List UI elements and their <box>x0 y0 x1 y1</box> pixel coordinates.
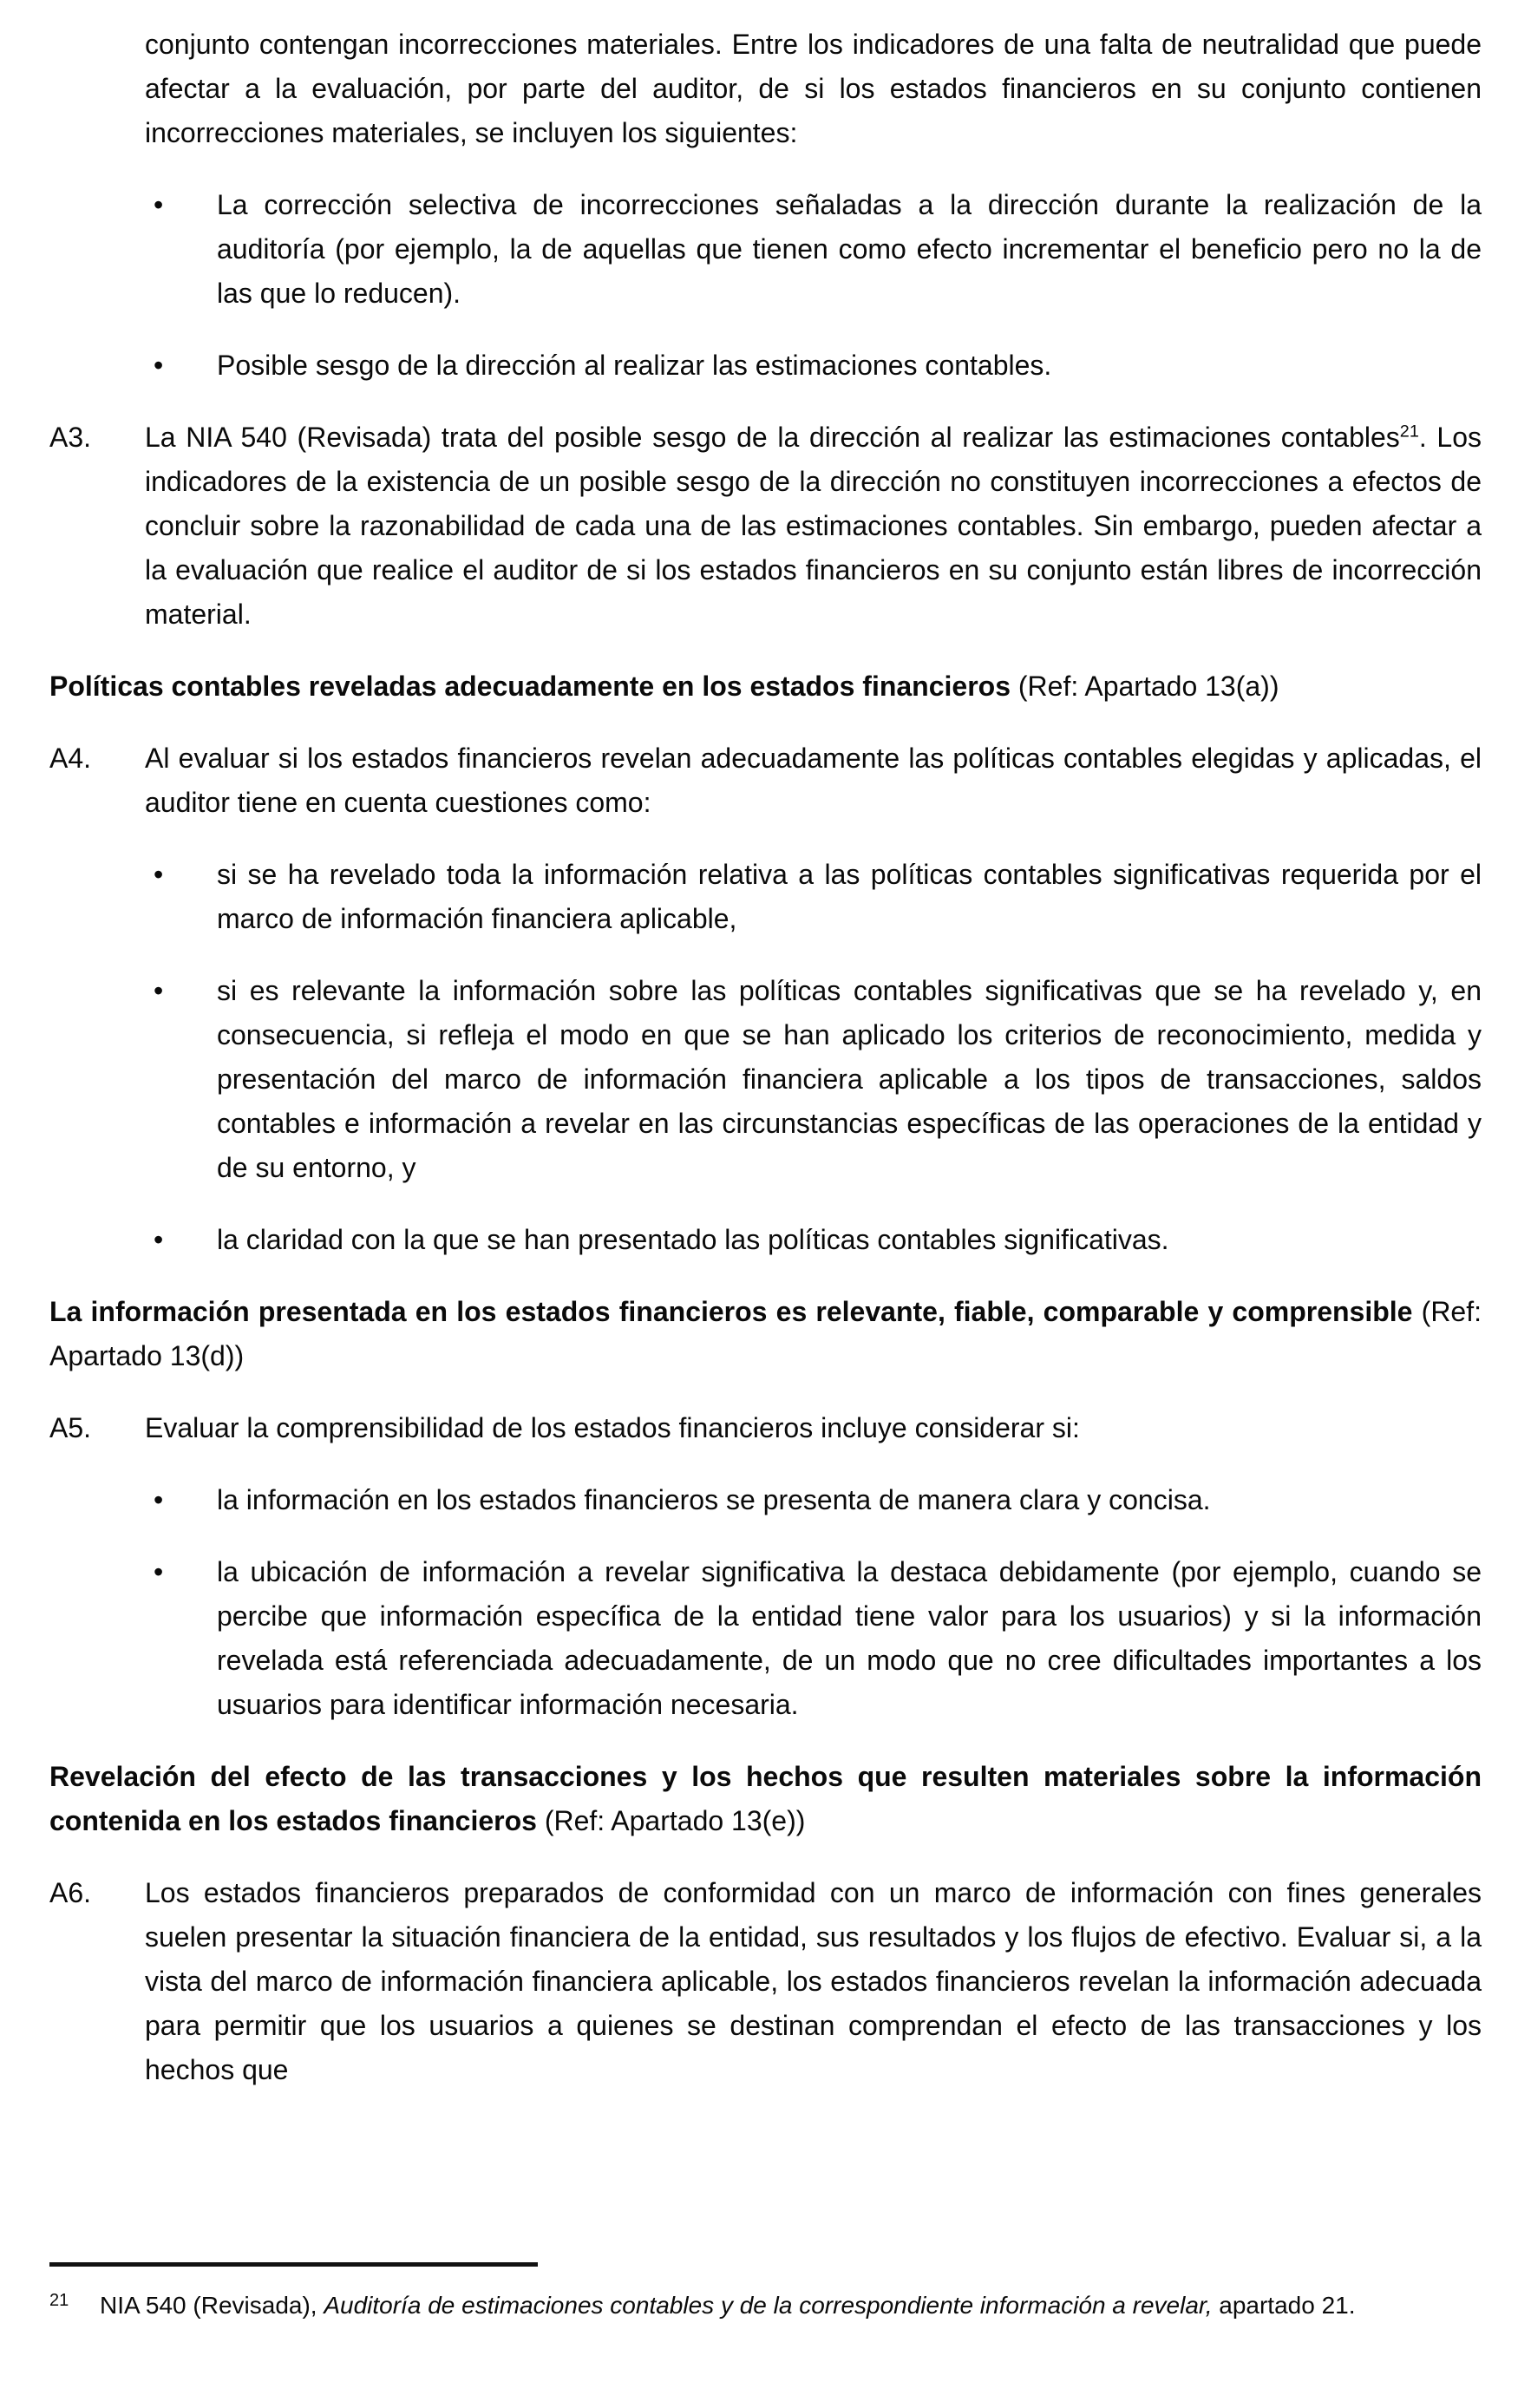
paragraph-text-segment: . Los indicadores de la existencia de un posible sesgo de la dirección no constituyen incorrecciones a efectos de concluir sobre la razonabilidad de cada una de las estimaciones contables. Sin embargo, pueden afectar a la evaluación que realice el auditor de si los estados financieros en su conjunto están libres de incorrección material. <box>145 422 1482 630</box>
bullet-item-info-location <box>154 1550 1482 1727</box>
bullet-item-all-info-disclosed <box>154 853 1482 941</box>
bullet-item-management-bias <box>154 344 1482 388</box>
bullet-icon: • <box>154 859 164 890</box>
bullet-text: la ubicación de información a revelar significativa la destaca debidamente (por ejemplo, cuando se percibe que información específica de la entidad tiene valor para los usuarios) y si la información revelada está referenciada adecuadamente, de un modo que no cree dificultades importantes a los usuarios para identificar información necesaria. <box>217 1556 1482 1720</box>
heading-bold-text: Revelación del efecto de las transacciones y los hechos que resulten materiales sobre la información contenida en los estados financieros <box>49 1761 1482 1836</box>
bullet-text: Posible sesgo de la dirección al realizar las estimaciones contables. <box>217 350 1052 381</box>
bullet-text: La corrección selectiva de incorrecciones señaladas a la dirección durante la realización de la auditoría (por ejemplo, la de aquellas que tienen como efecto incrementar el beneficio pero no la de las que lo reducen). <box>217 189 1482 309</box>
bullet-item-clarity <box>154 1218 1482 1262</box>
bullet-item-selective-correction <box>154 183 1482 316</box>
paragraph-text <box>145 416 1482 637</box>
paragraph-a6 <box>49 1871 1482 2092</box>
heading-disclosure-effect <box>49 1755 1482 1843</box>
heading-reference: (Ref: Apartado 13(d)) <box>49 1296 1482 1371</box>
bullet-icon: • <box>154 1484 164 1515</box>
paragraph-text: Evaluar la comprensibilidad de los estados financieros incluye considerar si: <box>145 1412 1080 1443</box>
heading-bold-text: Políticas contables reveladas adecuadamente en los estados financieros <box>49 671 1011 702</box>
bullet-icon: • <box>154 975 164 1006</box>
bullet-item-clear-concise <box>154 1478 1482 1522</box>
paragraph-text: Al evaluar si los estados financieros revelan adecuadamente las políticas contables elegidas y aplicadas, el auditor tiene en cuenta cuestiones como: <box>145 743 1482 818</box>
footnote-reference-21: 21 <box>1399 422 1419 442</box>
heading-reference: (Ref: Apartado 13(e)) <box>536 1805 806 1836</box>
document-content <box>49 23 1482 2120</box>
intro-paragraph-text: conjunto contengan incorrecciones materiales. Entre los indicadores de una falta de neutralidad que puede afectar a la evaluación, por parte del auditor, de si los estados financieros en su conjunto contienen incorrecciones materiales, se incluyen los siguientes: <box>145 29 1482 148</box>
paragraph-number: A3. <box>49 422 92 453</box>
bullet-text: si se ha revelado toda la información relativa a las políticas contables significativas requerida por el marco de información financiera aplicable, <box>217 859 1482 934</box>
footnote-title-italic: Auditoría de estimaciones contables y de la correspondiente información a revelar, <box>324 2292 1213 2319</box>
paragraph-text-segment: La NIA 540 (Revisada) trata del posible sesgo de la dirección al realizar las estimaciones contables <box>145 422 1400 453</box>
paragraph-text: Los estados financieros preparados de conformidad con un marco de información con fines generales suelen presentar la situación financiera de la entidad, sus resultados y los flujos de efectivo. Evaluar si, a la vista del marco de información financiera aplicable, los estados financieros revelan la información adecuada para permitir que los usuarios a quienes se destinan comprendan el efecto de las transacciones y los hechos que <box>145 1877 1482 2085</box>
bullet-icon: • <box>154 1556 164 1587</box>
paragraph-a5 <box>49 1406 1482 1450</box>
footnote-text <box>100 2282 1482 2329</box>
footnote-marker: 21 <box>49 2291 69 2310</box>
heading-bold-text: La información presentada en los estados financieros es relevante, fiable, comparable y comprensible <box>49 1296 1413 1327</box>
footnote-separator-line <box>49 2262 538 2267</box>
footnote-text-segment: apartado 21. <box>1212 2292 1356 2319</box>
footnote-text-segment: NIA 540 (Revisada), <box>100 2292 324 2319</box>
footnote-section <box>49 2262 1482 2329</box>
bullet-text: la claridad con la que se han presentado las políticas contables significativas. <box>217 1224 1169 1255</box>
bullet-text: la información en los estados financieros se presenta de manera clara y concisa. <box>217 1484 1211 1515</box>
paragraph-number: A6. <box>49 1877 92 1908</box>
paragraph-number: A5. <box>49 1412 92 1443</box>
heading-reference: (Ref: Apartado 13(a)) <box>1011 671 1279 702</box>
bullet-text: si es relevante la información sobre las políticas contables significativas que se ha revelado y, en consecuencia, si refleja el modo en que se han aplicado los criterios de reconocimiento, medida y presentación del marco de información financiera aplicable a los tipos de transacciones, saldos contables e información a revelar en las circunstancias específicas de las operaciones de la entidad y de su entorno, y <box>217 975 1482 1183</box>
bullet-item-relevant-info <box>154 969 1482 1190</box>
paragraph-a4 <box>49 736 1482 825</box>
footnote-21 <box>49 2282 1482 2329</box>
bullet-icon: • <box>154 189 164 220</box>
intro-paragraph <box>49 23 1482 155</box>
paragraph-a3 <box>49 416 1482 637</box>
paragraph-number: A4. <box>49 743 92 774</box>
bullet-icon: • <box>154 350 164 381</box>
bullet-icon: • <box>154 1224 164 1255</box>
heading-relevant-reliable-comparable <box>49 1290 1482 1378</box>
heading-accounting-policies <box>49 664 1482 709</box>
